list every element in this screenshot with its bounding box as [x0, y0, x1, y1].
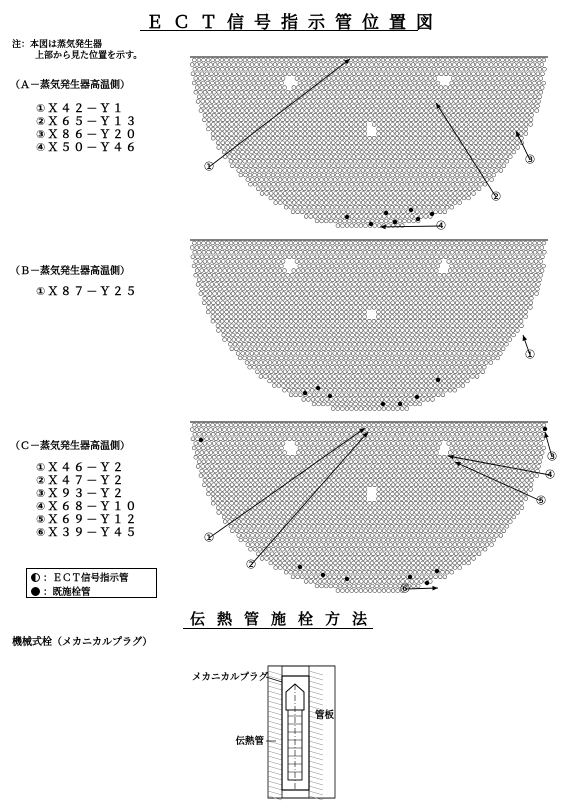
method-subtitle: 機械式栓（メカニカルプラグ） [12, 637, 153, 648]
legend-ect-label: ：ＥＣＴ信号指示管 [43, 573, 129, 584]
section-c-item-5: ⑤Ｘ６９－Ｙ１２ [36, 513, 139, 526]
section-a-item-2: ②Ｘ６５－Ｙ１３ [36, 115, 139, 128]
callout-number: ⑤ [535, 493, 547, 508]
tube-sheet-b [190, 240, 548, 411]
callout-number: ① [524, 347, 536, 362]
section-b-item-1: ①Ｘ８７－Ｙ２５ [36, 285, 139, 298]
callout-number: ② [490, 189, 502, 204]
section-c-item-1: ①Ｘ４６－Ｙ２ [36, 461, 126, 474]
callout-number: ② [245, 557, 257, 572]
note-line-2: 上部から見た位置を示す。 [35, 51, 143, 61]
section-c-header: （Ｃ－蒸気発生器高温側） [10, 441, 130, 452]
tube-sheet-c [190, 422, 548, 592]
note-line-1: 注：本図は蒸気発生器 [12, 40, 103, 50]
method-title: 伝熱管施栓方法 [190, 610, 380, 628]
callout-number: ③ [524, 152, 536, 167]
section-c-item-3: ③Ｘ９３－Ｙ２ [36, 487, 126, 500]
callout-number: ① [203, 530, 215, 545]
section-c-item-2: ②Ｘ４７－Ｙ２ [36, 474, 126, 487]
section-c-item-4: ④Ｘ６８－Ｙ１０ [36, 500, 139, 513]
heat-tube-label: 伝熱管 [235, 736, 264, 747]
section-a-item-3: ③Ｘ８６－Ｙ２０ [36, 128, 139, 141]
section-a-header: （Ａ－蒸気発生器高温側） [10, 80, 130, 91]
callout-number: ① [203, 159, 215, 174]
tube-sheet-label: 管板 [315, 710, 335, 721]
callout-number: ④ [435, 218, 447, 233]
callout-number: ③ [546, 449, 558, 464]
plug-drawing [192, 666, 335, 800]
section-a-item-4: ④Ｘ５０－Ｙ４６ [36, 141, 139, 154]
section-b-header: （Ｂ－蒸気発生器高温側） [10, 266, 130, 277]
plug-label: メカニカルプラグ [191, 672, 268, 683]
page-title: ＥＣＴ信号指示管位置図 [146, 13, 443, 33]
callout-number: ⑥ [399, 581, 411, 596]
section-a-item-1: ①Ｘ４２－Ｙ１ [36, 102, 126, 115]
legend-plug-label: ：既施栓管 [43, 587, 91, 598]
section-c-item-6: ⑥Ｘ３９－Ｙ４５ [36, 526, 139, 539]
callout-number: ④ [544, 467, 556, 482]
